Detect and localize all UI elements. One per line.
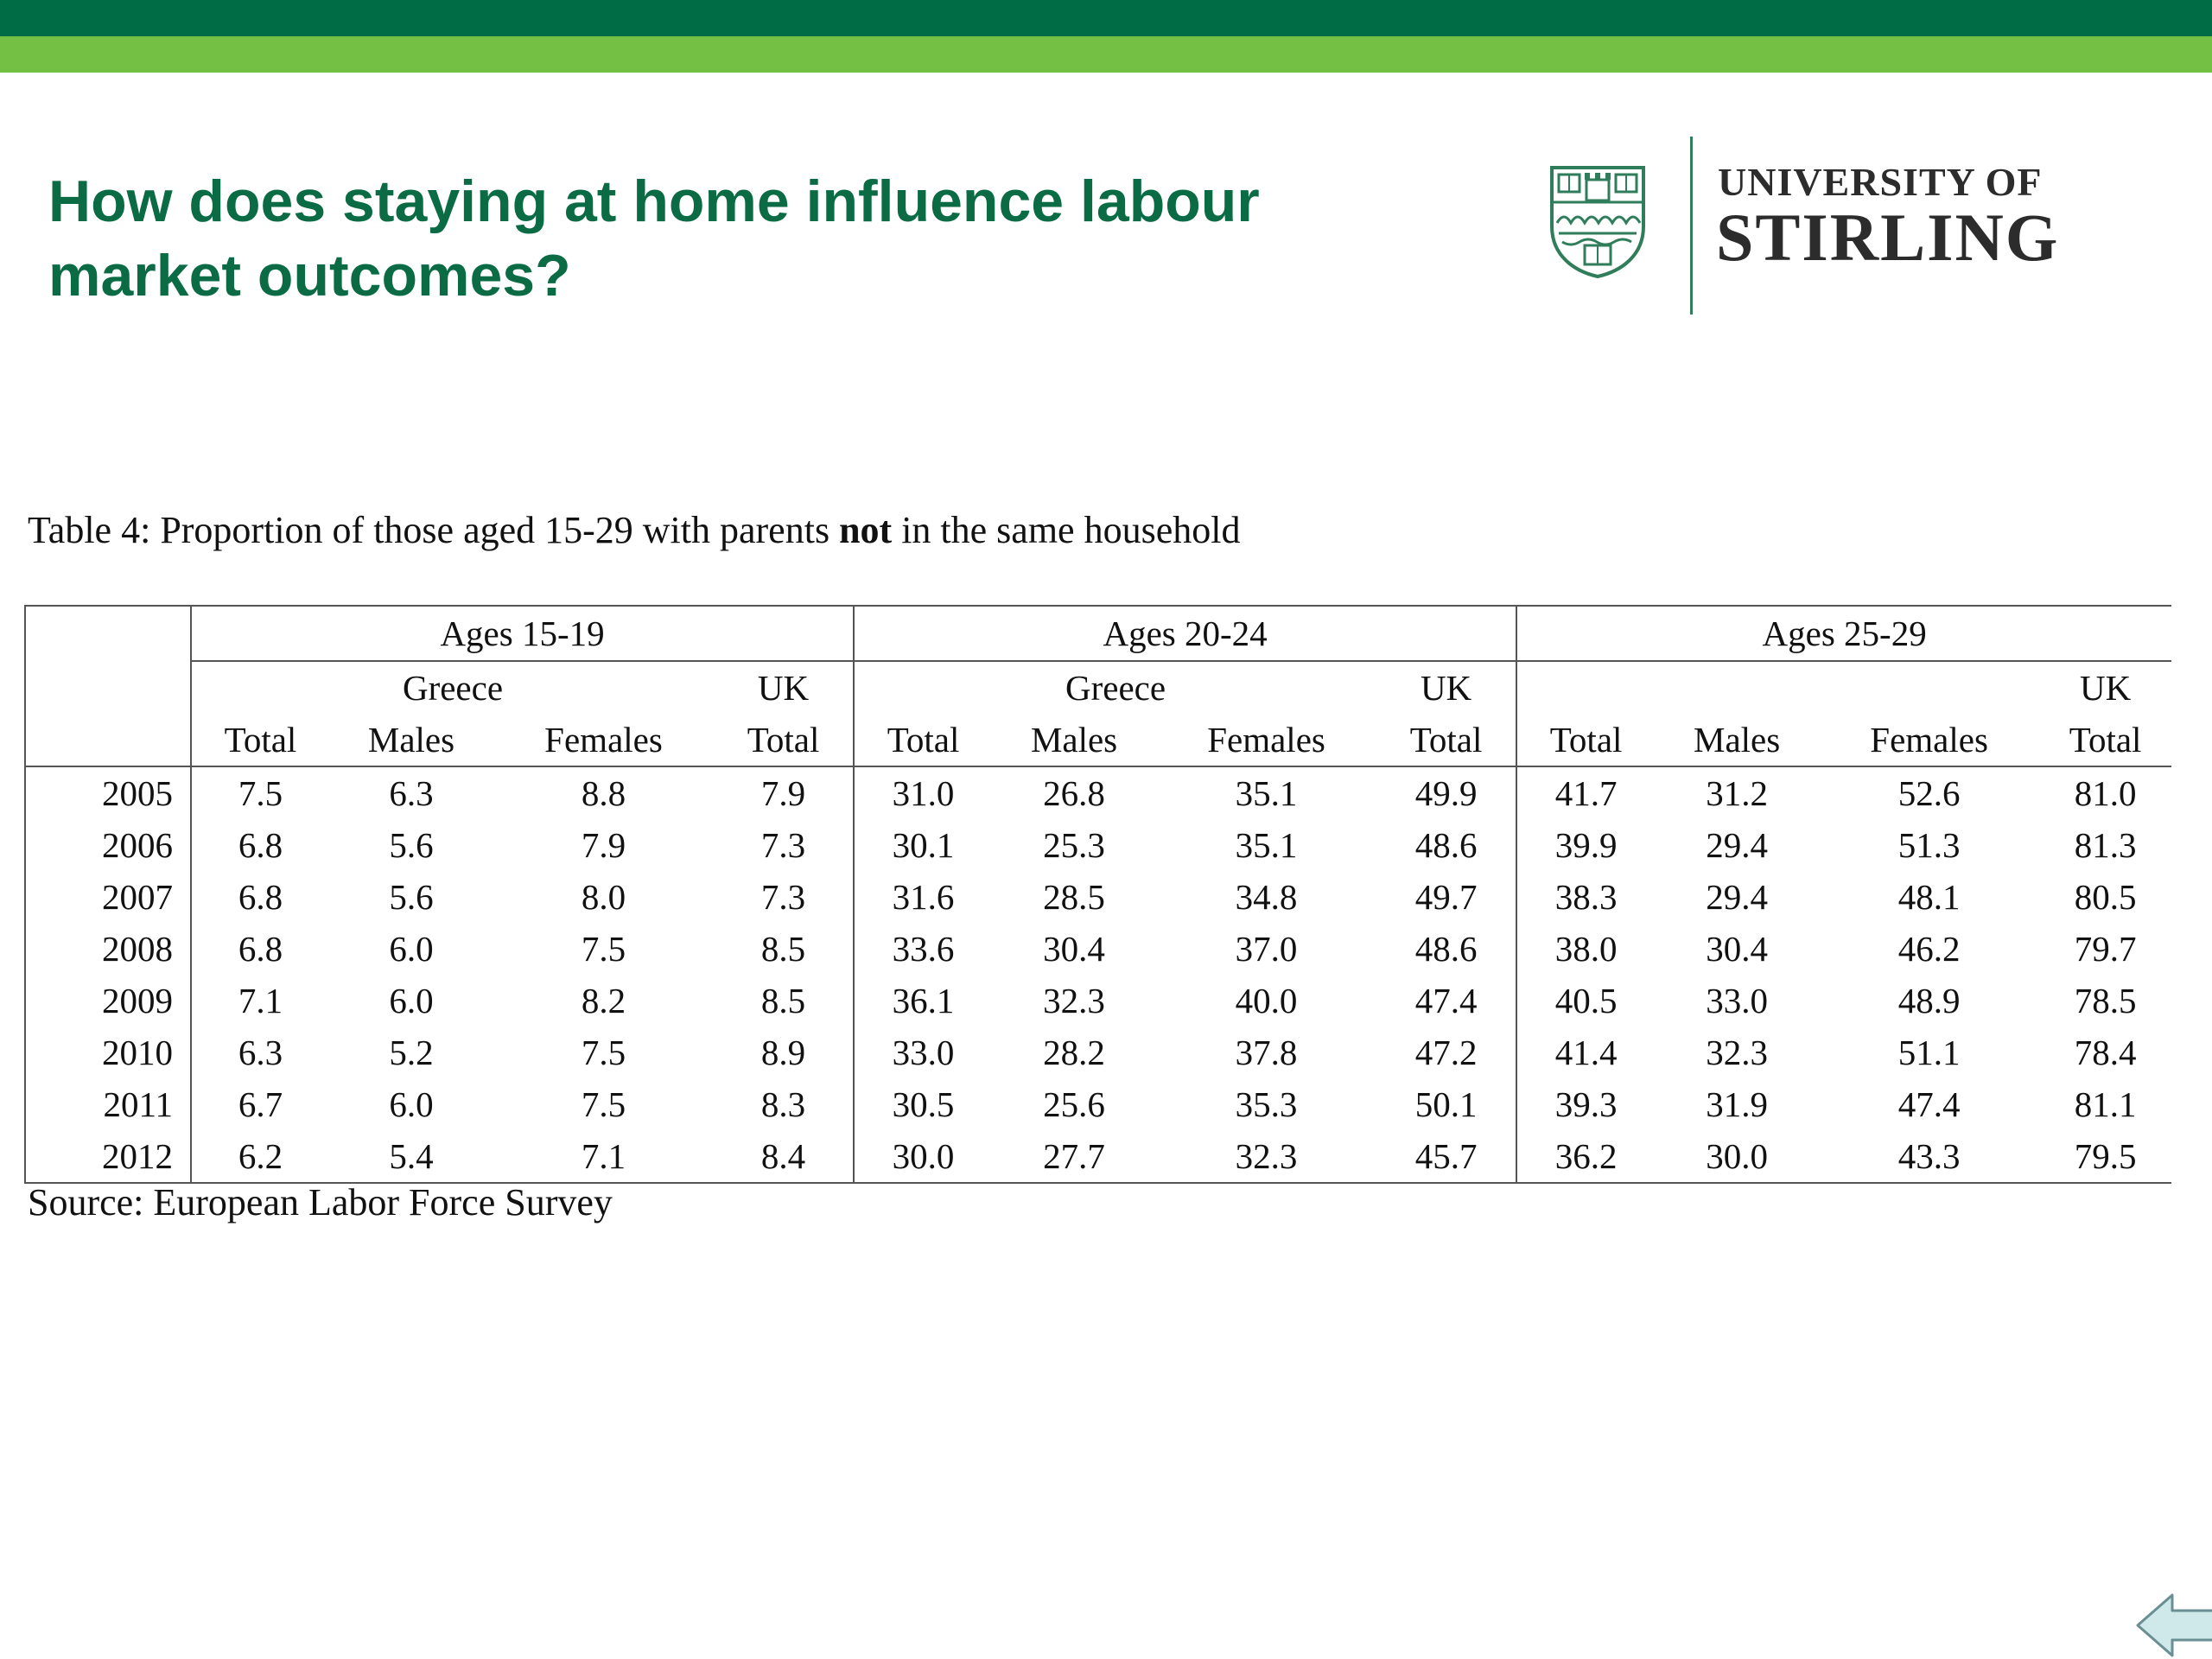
value-cell: 51.3 (1897, 825, 1961, 865)
value-cell: 7.1 (191, 975, 329, 1027)
header-corner-3 (25, 714, 191, 766)
value-cell: 7.5 (191, 766, 329, 819)
year-cell: 2007 (25, 871, 191, 923)
table-row (25, 975, 2171, 1027)
university-logo (1547, 137, 2082, 318)
value-cell: 40.5 (1516, 975, 1655, 1027)
value-cell: 40.0 (1235, 981, 1298, 1020)
header-ages-25-29: Ages 25-29 (1516, 606, 2171, 661)
value-cell: 79.5 (2039, 1130, 2171, 1183)
value-cell: 46.2 (1897, 929, 1961, 969)
header-uk-total: Total (714, 714, 854, 766)
value-cell: 26.8 (1043, 773, 1105, 813)
value-cell: 28.5 (1043, 877, 1105, 917)
table-caption-prefix: Table 4: Proportion of those aged 15-29 with parents (28, 509, 840, 551)
header-uk-15-19: UK (757, 668, 810, 708)
back-arrow-icon[interactable] (2134, 1592, 2212, 1659)
value-cell: 28.2 (1043, 1033, 1105, 1072)
value-cell: 78.4 (2074, 1033, 2137, 1072)
value-cell: 33.6 (854, 923, 992, 975)
data-table (24, 605, 2171, 1184)
value-cell: 38.3 (1516, 871, 1655, 923)
value-cell: 31.0 (854, 766, 992, 819)
value-cell: 35.1 (1235, 825, 1298, 865)
value-cell: 6.8 (191, 819, 329, 871)
value-cell: 33.0 (1706, 981, 1768, 1020)
top-band-dark (0, 0, 2212, 36)
header-females: Females (493, 714, 714, 766)
university-crest-icon (1547, 162, 1649, 280)
value-cell: 31.9 (1706, 1084, 1768, 1124)
value-cell: 32.3 (1043, 981, 1105, 1020)
year-cell: 2010 (25, 1027, 191, 1078)
table-row (25, 1027, 2171, 1078)
value-cell: 36.2 (1516, 1130, 1655, 1183)
value-cell: 41.4 (1516, 1027, 1655, 1078)
value-cell: 8.8 (581, 773, 626, 813)
slide-title-line-1: How does staying at home influence labour (48, 168, 1260, 234)
header-males: Males (329, 714, 493, 766)
value-cell: 47.4 (1897, 1084, 1961, 1124)
value-cell: 25.6 (1043, 1084, 1105, 1124)
table-caption-suffix: in the same household (892, 509, 1241, 551)
value-cell: 48.1 (1897, 877, 1961, 917)
value-cell: 30.0 (854, 1130, 992, 1183)
value-cell: 35.3 (1235, 1084, 1298, 1124)
value-cell: 25.3 (1043, 825, 1105, 865)
header-row-age-groups (25, 606, 2171, 661)
header-corner-2 (25, 661, 191, 714)
value-cell: 36.1 (854, 975, 992, 1027)
header-uk-25-29: UK (2080, 668, 2132, 708)
value-cell: 47.2 (1414, 1033, 1478, 1072)
value-cell: 6.0 (389, 1084, 434, 1124)
year-cell: 2006 (25, 819, 191, 871)
slide-title-line-2: market outcomes? (48, 243, 571, 308)
value-cell: 47.4 (1414, 981, 1478, 1020)
value-cell: 30.5 (854, 1078, 992, 1130)
top-band-light (0, 36, 2212, 73)
value-cell: 37.0 (1235, 929, 1298, 969)
value-cell: 5.6 (389, 877, 434, 917)
header-females: Females (1156, 714, 1376, 766)
header-males: Males (1655, 714, 1819, 766)
header-ages-20-24: Ages 20-24 (854, 606, 1516, 661)
value-cell: 7.3 (760, 825, 806, 865)
value-cell: 5.4 (329, 1130, 493, 1183)
header-uk-total: Total (2039, 714, 2171, 766)
header-males: Males (992, 714, 1156, 766)
value-cell: 78.5 (2074, 981, 2137, 1020)
value-cell: 6.3 (389, 773, 434, 813)
value-cell: 52.6 (1897, 773, 1961, 813)
value-cell: 8.2 (581, 981, 626, 1020)
header-corner (25, 606, 191, 661)
header-blank-25-29 (1516, 661, 2039, 714)
table-source: Source: European Labor Force Survey (28, 1181, 613, 1224)
value-cell: 6.8 (191, 923, 329, 975)
value-cell: 79.7 (2074, 929, 2137, 969)
table-row (25, 871, 2171, 923)
table-row (25, 1130, 2171, 1183)
value-cell: 5.2 (389, 1033, 434, 1072)
value-cell: 33.0 (854, 1027, 992, 1078)
value-cell: 50.1 (1414, 1084, 1478, 1124)
value-cell: 34.8 (1235, 877, 1298, 917)
value-cell: 31.6 (854, 871, 992, 923)
value-cell: 8.4 (714, 1130, 854, 1183)
value-cell: 49.7 (1414, 877, 1478, 917)
value-cell: 51.1 (1897, 1033, 1961, 1072)
table-row (25, 923, 2171, 975)
table-caption (28, 508, 1240, 552)
value-cell: 7.5 (581, 1033, 626, 1072)
value-cell: 8.0 (581, 877, 626, 917)
value-cell: 32.3 (1156, 1130, 1376, 1183)
logo-divider (1690, 137, 1693, 315)
header-females: Females (1819, 714, 2039, 766)
value-cell: 6.3 (191, 1027, 329, 1078)
value-cell: 6.8 (191, 871, 329, 923)
table-caption-bold: not (839, 509, 893, 551)
value-cell: 30.4 (1706, 929, 1768, 969)
value-cell: 38.0 (1516, 923, 1655, 975)
value-cell: 45.7 (1376, 1130, 1516, 1183)
header-total: Total (1516, 714, 1655, 766)
value-cell: 8.5 (760, 981, 806, 1020)
logo-text-stirling: STIRLING (1716, 200, 2060, 275)
header-greece-15-19: Greece (191, 661, 714, 714)
value-cell: 29.4 (1706, 825, 1768, 865)
value-cell: 81.0 (2074, 773, 2137, 813)
value-cell: 7.9 (760, 773, 806, 813)
header-uk-total: Total (1376, 714, 1516, 766)
table-row (25, 819, 2171, 871)
header-total: Total (191, 714, 329, 766)
slide-title (48, 164, 1431, 313)
logo-text-university-of: UNIVERSITY OF (1718, 160, 2043, 204)
value-cell: 30.1 (854, 819, 992, 871)
value-cell: 5.6 (389, 825, 434, 865)
value-cell: 6.2 (191, 1130, 329, 1183)
year-cell: 2011 (25, 1078, 191, 1130)
table-row (25, 766, 2171, 819)
value-cell: 48.9 (1897, 981, 1961, 1020)
year-cell: 2008 (25, 923, 191, 975)
value-cell: 8.9 (760, 1033, 806, 1072)
table-body (25, 766, 2171, 1183)
value-cell: 27.7 (992, 1130, 1156, 1183)
value-cell: 6.0 (389, 981, 434, 1020)
value-cell: 7.1 (493, 1130, 714, 1183)
value-cell: 29.4 (1706, 877, 1768, 917)
value-cell: 35.1 (1235, 773, 1298, 813)
header-greece-20-24: Greece (854, 661, 1376, 714)
value-cell: 8.3 (760, 1084, 806, 1124)
value-cell: 80.5 (2074, 877, 2137, 917)
value-cell: 41.7 (1516, 766, 1655, 819)
year-cell: 2009 (25, 975, 191, 1027)
value-cell: 81.1 (2074, 1084, 2137, 1124)
value-cell: 49.9 (1414, 773, 1478, 813)
header-uk-20-24: UK (1420, 668, 1472, 708)
value-cell: 30.0 (1655, 1130, 1819, 1183)
data-table-container (24, 605, 2171, 1184)
value-cell: 30.4 (1043, 929, 1105, 969)
value-cell: 7.3 (760, 877, 806, 917)
value-cell: 7.5 (581, 929, 626, 969)
value-cell: 31.2 (1706, 773, 1768, 813)
header-total: Total (854, 714, 992, 766)
header-ages-15-19: Ages 15-19 (191, 606, 854, 661)
value-cell: 32.3 (1706, 1033, 1768, 1072)
value-cell: 39.3 (1516, 1078, 1655, 1130)
value-cell: 7.9 (581, 825, 626, 865)
value-cell: 6.0 (389, 929, 434, 969)
year-cell: 2005 (25, 766, 191, 819)
value-cell: 48.6 (1414, 825, 1478, 865)
value-cell: 43.3 (1819, 1130, 2039, 1183)
year-cell: 2012 (25, 1130, 191, 1183)
value-cell: 48.6 (1414, 929, 1478, 969)
table-row (25, 1078, 2171, 1130)
value-cell: 7.5 (581, 1084, 626, 1124)
value-cell: 81.3 (2074, 825, 2137, 865)
value-cell: 8.5 (760, 929, 806, 969)
header-row-countries (25, 661, 2171, 714)
value-cell: 39.9 (1516, 819, 1655, 871)
value-cell: 6.7 (191, 1078, 329, 1130)
value-cell: 37.8 (1235, 1033, 1298, 1072)
header-row-subgroups (25, 714, 2171, 766)
